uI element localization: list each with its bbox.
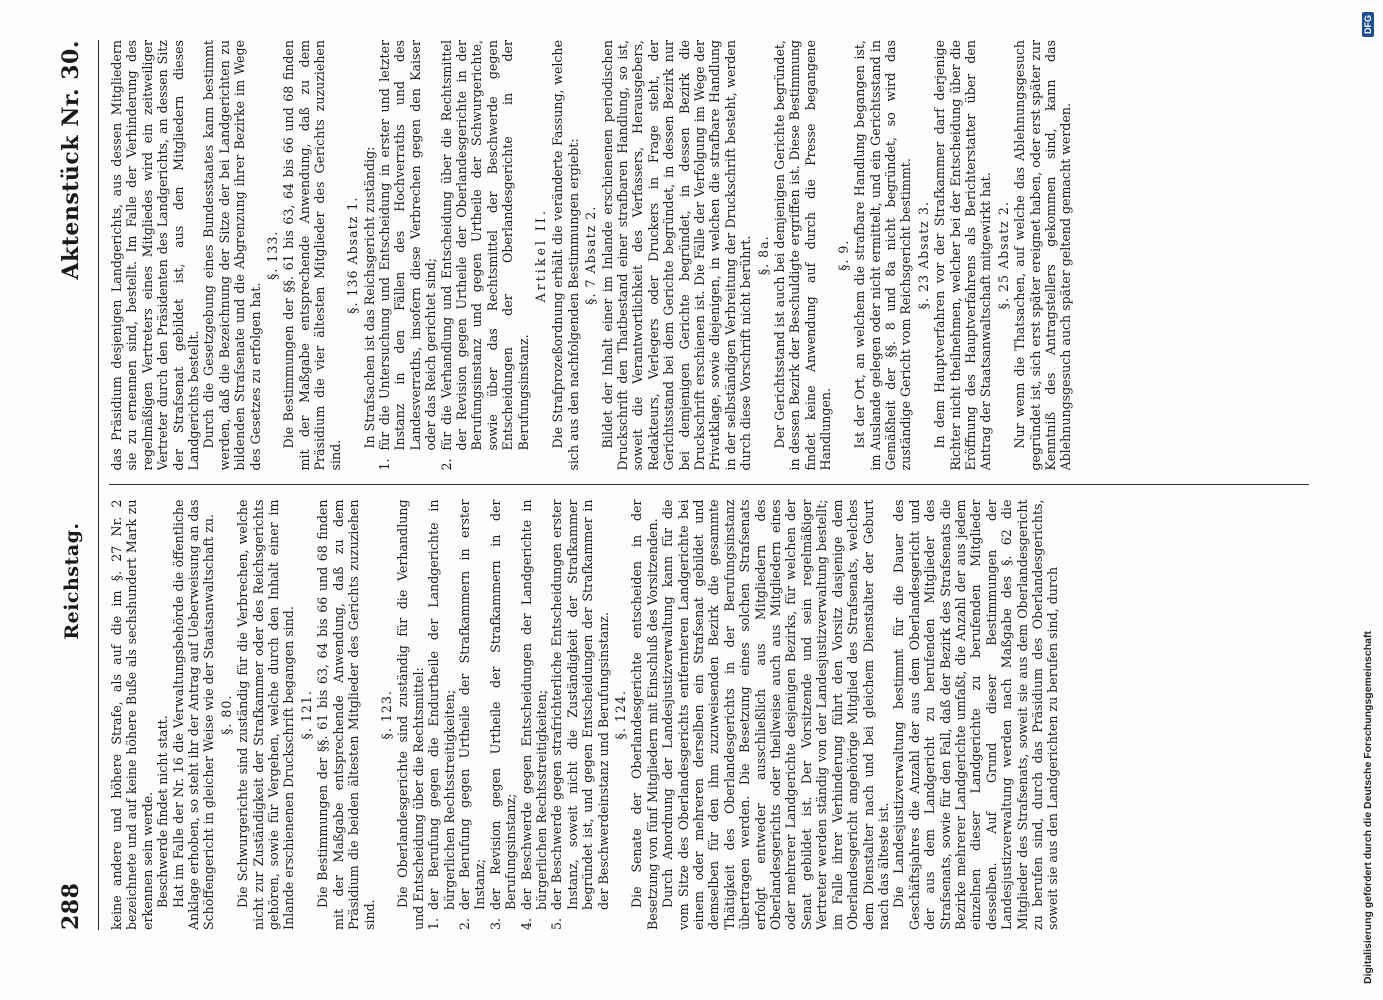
section-heading: §. 123. <box>378 690 394 740</box>
list-item-text: der Revision gegen Urtheile der Strafkammern in der Berufungsinstanz; <box>487 499 519 910</box>
paragraph: Die Bestimmungen der §§. 61 bis 63, 64 bis 66 und 68 finden mit der Maßgabe entsprechende Anwendung, daß zu dem Präsidium die vier ältesten Mitglieder des Gerichts zuzuziehen sind. <box>281 40 343 471</box>
list-item-text: für die Untersuchung und Entscheidung in erster und letzter Instanz in den Fällen des Hochverraths und des Landesverraths, insofern diese Verbrechen gegen den Kaiser oder das Reich gerichtet sind; <box>376 40 439 451</box>
column-divider <box>109 485 1309 486</box>
paragraph: Hat im Falle der Nr. 16 die Verwaltungsbehörde die öffentliche Anklage erhoben, so steht ihr der Antrag auf Ueberweisung an das Schöffengericht in gleicher Weise wie der Staatsanwaltschaft zu. <box>170 499 217 930</box>
paragraph: Bildet der Inhalt einer im Inlande erschienenen periodischen Druckschrift den Thatbestand einer strafbaren Handlung, so ist, soweit die Verantwortlichkeit des Verfassers, Herausgebers, Redakteurs, Verlegers oder Druckers in Frage steht, der Gerichtsstand bei dem Gerichte begründet, in dessen Bezirk nur bei demjenigen Gerichte begründet, in dessen Bezirk die Druckschrift erschienen ist. Die Fälle der Verfolgung im Wege der Privatklage, sowie diejenigen, in welchen die strafbare Handlung in der selbständigen Verbreitung der Druckschrift besteht, werden durch diese Vorschrift nicht berührt. <box>599 40 754 471</box>
paragraph: Nur wenn die Thatsachen, auf welche das Ablehnungsgesuch gegründet ist, sich erst später ereignet haben, oder erst später zur Kenntniß des Antragstellers gekommen sind, kann das Ablehnungsgesuch auch später geltend gemacht werden. <box>1012 40 1074 471</box>
section-heading: §. 124. <box>613 690 628 740</box>
paragraph: Durch Anordnung der Landesjustizverwaltung kann für die vom Sitze des Oberlandesgerichts entfernteren Landgerichte bei einem oder mehreren derselben ein Strafsenat gebildet und demselben für den ihm zuzuweisenden Bezirk die gesammte Thätigkeit des Oberlandesgerichts in der Berufungsinstanz übertragen werden. Die Besetzung eines solchen Strafsenats erfolgt entweder ausschließlich aus Mitgliedern des Oberlandesgerichts oder theilweise auch aus Mitgliedern eines oder mehrerer Landgerichte desjenigen Bezirks, für welchen der Senat gebildet ist. Der Vorsitzende und sein regelmäßiger Vertreter werden ständig von der Landesjustizverwaltung bestellt; im Falle ihrer Verhinderung führt den Vorsitz dasjenige dem Oberlandesgericht angehörige Mitglied des Strafsenats, welches dem Dienstalter nach und bei gleichem Dienstalter der Geburt nach das älteste ist. <box>660 499 891 930</box>
paragraph: Die Oberlandesgerichte sind zuständig für die Verhandlung und Entscheidung über die Rechtsmittel: <box>395 499 426 930</box>
list-item-number: 5. <box>549 917 565 930</box>
rotated-document-page <box>40 0 1340 1000</box>
list-item-number: 1. <box>426 917 442 930</box>
section-heading: §. 121. <box>298 690 314 740</box>
page-title: Reichstag. <box>61 522 83 640</box>
list-item-number: 3. <box>487 917 503 930</box>
left-column <box>109 500 1309 931</box>
list-item-number: 2. <box>438 458 454 471</box>
list-item-number: 4. <box>518 917 534 930</box>
section-heading: §. 7 Absatz 2. <box>583 205 599 305</box>
paragraph: Ist der Ort, an welchem die strafbare Handlung begangen ist, im Auslande gelegen oder nicht ermittelt, und ein Gerichtsstand in Gemäßheit der §§. 8 und 8a nicht begründet, so wird das zuständige Gericht vom Reichsgericht bestimmt. <box>852 40 914 471</box>
section-heading: §. 9. <box>835 239 851 271</box>
paragraph: Beschwerde findet nicht statt. <box>155 715 171 908</box>
list-item-number: 2. <box>456 917 472 930</box>
paragraph: keine andere und höhere Strafe, als auf die im §. 27 Nr. 2 bezeichnete und auf keine höhere Buße als sechshundert Mark zu erkennen sein werde. <box>109 499 155 930</box>
paragraph: Die Senate der Oberlandesgerichte entscheiden in der Besetzung von fünf Mitgliedern mit Einschluß des Vorsitzenden. <box>629 499 660 930</box>
dfg-logo: DFG <box>1362 12 1374 37</box>
paragraph: Der Gerichtsstand ist auch bei demjenigen Gerichte begründet, in dessen Bezirk der Beschuldigte ergriffen ist. Diese Bestimmung findet keine Anwendung auf durch die Presse begangene Handlungen. <box>772 40 834 471</box>
list-item-text: der Beschwerde gegen Entscheidungen der Landgerichte in bürgerlichen Rechtsstreitigkeiten; <box>518 499 549 910</box>
page-number: 288 <box>58 882 84 930</box>
running-head <box>58 40 99 930</box>
article-heading: Artikel II. <box>532 208 548 303</box>
text-columns <box>109 40 1309 930</box>
list-item-text: der Berufung gegen die Endurtheile der Landgerichte in bürgerlichen Rechtsstreitigkeiten; <box>426 499 457 910</box>
list-item <box>457 500 488 931</box>
section-heading: §. 136 Absatz 1. <box>345 196 361 314</box>
imprint-text: Digitalisierung gefördert durch die Deutsche Forschungsgemeinschaft <box>1362 631 1374 984</box>
list-item <box>377 40 439 471</box>
section-heading: §. 23 Absatz 3. <box>915 201 931 310</box>
section-heading: §. 8a. <box>755 235 771 276</box>
list-item <box>439 40 531 471</box>
paragraph: Durch die Gesetzgebung eines Bundesstaates kann bestimmt werden, daß die Bezeichnung der Sitze der bei Landgerichten zu bildenden Strafsenate und die Abgrenzung ihrer Bezirke im Wege des Gesetzes zu erfolgen hat. <box>201 40 263 471</box>
paragraph: das Präsidium desjenigen Landgerichts, aus dessen Mitgliedern sie zu ernennen sind, bestellt. Im Falle der Verhinderung des regelmäßigen Vertreters eines Mitgliedes wird ein zeitweiliger Vertreter durch den Präsidenten des Landgerichts, an dessen Sitz der Strafsenat gebildet ist, aus den Mitgliedern dieses Landgerichts bestellt. <box>109 40 202 471</box>
list-item-number: 1. <box>376 458 392 471</box>
list-item-text: der Beschwerde gegen strafrichterliche Entscheidungen erster Instanz, soweit nicht die Zuständigkeit der Strafkammer begründet ist, und gegen Entscheidungen der Strafkammer in der Beschwerdeinstanz und Berufungsinstanz. <box>549 499 611 910</box>
paragraph: Die Bestimmungen der §§. 61 bis 63, 64 bis 66 und 68 finden mit der Maßgabe entsprechende Anwendung, daß zu dem Präsidium die beiden ältesten Mitglieder des Gerichts zuzuziehen sind. <box>315 499 377 930</box>
list-item <box>549 500 611 931</box>
section-heading: §. 25 Absatz 2. <box>995 201 1011 310</box>
section-heading: §. 80. <box>218 694 234 735</box>
list-item <box>426 500 457 931</box>
document-number: Aktenstück Nr. 30. <box>58 40 84 280</box>
paragraph: Die Strafprozeßordnung erhält die veränderte Fassung, welche sich aus den nachfolgenden Bestimmungen ergiebt: <box>550 40 581 471</box>
digitization-imprint <box>1355 0 1381 1000</box>
paragraph: In dem Hauptverfahren vor der Strafkammer darf derjenige Richter nicht theilnehmen, welcher bei der Entscheidung über die Eröffnung des Hauptverfahrens als Berichterstatter über den Antrag der Staatsanwaltschaft mitgewirkt hat. <box>932 40 994 471</box>
right-column <box>109 40 1309 471</box>
paragraph: Die Landesjustizverwaltung bestimmt für die Dauer des Geschäftsjahres die Anzahl der aus dem Oberlandesgericht und der aus dem Landgericht zu berufenden Mitglieder des Strafsenats, sowie für den Fall, daß der Bezirk des Strafsenats die Bezirke mehrerer Landgerichte umfaßt, die Anzahl der aus jedem einzelnen dieser Landgerichte zu berufenden Mitglieder desselben. Auf Grund dieser Bestimmungen der Landesjustizverwaltung werden nach Maßgabe des §. 62 die Mitglieder des Strafsenats, soweit sie aus dem Oberlandesgericht zu berufen sind, durch das Präsidium des Oberlandesgerichts, soweit sie aus den Landgerichten zu berufen sind, durch <box>891 499 1061 930</box>
paragraph: Die Schwurgerichte sind zuständig für die Verbrechen, welche nicht zur Zuständigkeit der Strafkammer oder des Reichsgerichts gehören, sowie für Vergehen, welche durch den Inhalt einer im Inlande erschienenen Druckschrift begangen sind. <box>235 499 297 930</box>
list-item <box>519 500 550 931</box>
list-item <box>488 500 519 931</box>
paragraph: In Strafsachen ist das Reichsgericht zuständig: <box>361 146 377 449</box>
list-item-text: für die Verhandlung und Entscheidung über die Rechtsmittel der Revision gegen Urtheile der Oberlandesgerichte in der Berufungsinstanz und gegen Urtheile der Schwurgerichte, sowie über das Rechtsmittel der Beschwerde gegen Entscheidungen der Oberlandesgerichte in der Berufungsinstanz. <box>438 40 531 451</box>
section-heading: §. 133. <box>265 230 281 280</box>
list-item-text: der Berufung gegen Urtheile der Strafkammern in erster Instanz; <box>456 499 488 910</box>
